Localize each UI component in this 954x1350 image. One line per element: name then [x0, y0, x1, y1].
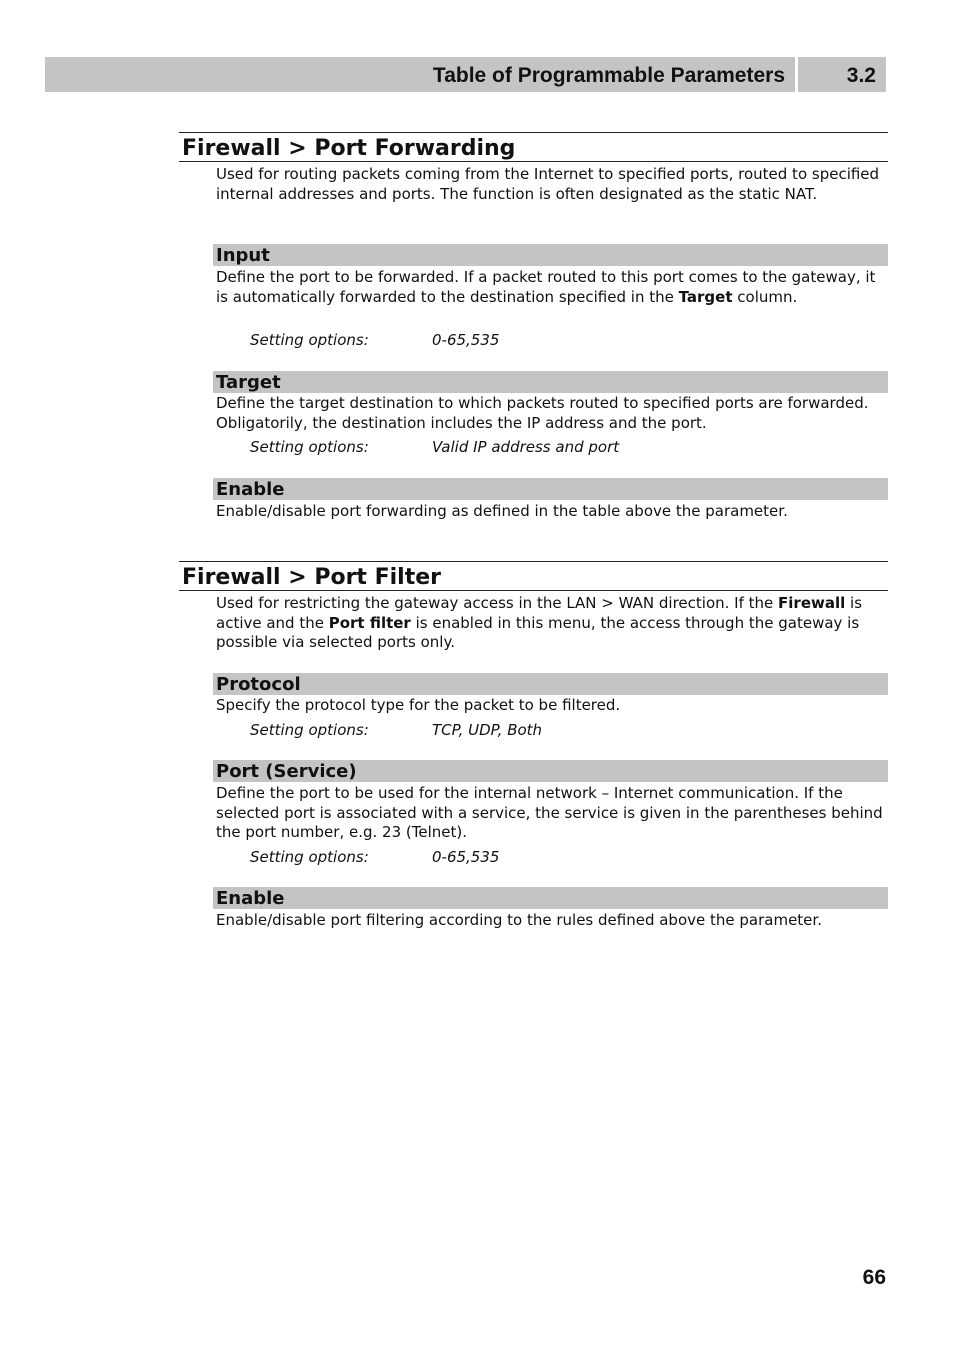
param-heading-port-service: Port (Service)	[213, 760, 888, 782]
param-heading-target: Target	[213, 371, 888, 393]
section-title-port-forwarding: Firewall > Port Forwarding	[179, 132, 888, 162]
setting-options-value: 0-65,535	[432, 848, 500, 866]
page-header-bar	[45, 57, 886, 92]
header-divider	[795, 57, 798, 92]
param-desc-enable-filter: Enable/disable port filtering according to the rules defined above the parameter.	[216, 911, 822, 929]
param-desc-port-service: Define the port to be used for the internal network – Internet communication. If the selected port is associated with a service, the service is given in the parentheses behind the port number, e.g. 23 (Telnet).	[216, 784, 883, 841]
intro-bold-firewall: Firewall	[778, 594, 846, 612]
header-section-number: 3.2	[846, 64, 876, 87]
port-forwarding-intro: Used for routing packets coming from the Internet to specified ports, routed to specified internal addresses and ports. The function is often designated as the static NAT.	[216, 165, 880, 203]
desc-text: Define the port to be forwarded. If a packet routed to this port comes to the gateway, it is automatically forwarded to the destination specified in the	[216, 268, 876, 306]
intro-text: is enabled in this menu, the access through the gateway is possible via selected ports only.	[216, 613, 860, 651]
desc-text: column.	[732, 287, 798, 306]
header-title: Table of Programmable Parameters	[432, 64, 785, 87]
param-desc-enable-forwarding: Enable/disable port forwarding as defined in the table above the parameter.	[216, 502, 788, 520]
intro-text: is active and the	[216, 594, 863, 632]
setting-options-value: 0-65,535	[432, 331, 500, 349]
param-heading-enable-forwarding: Enable	[213, 478, 888, 500]
port-filter-intro	[216, 594, 884, 653]
setting-options-label: Setting options:	[250, 438, 369, 456]
param-desc-target: Define the target destination to which packets routed to specified ports are forwarded. Obligatorily, the destination includes the IP address and the port.	[216, 394, 869, 432]
page-number: 66	[862, 1266, 886, 1289]
param-desc-protocol: Specify the protocol type for the packet to be filtered.	[216, 696, 621, 714]
intro-text: Used for restricting the gateway access in the LAN > WAN direction. If the	[216, 594, 779, 612]
param-heading-protocol: Protocol	[213, 673, 888, 695]
param-heading-enable-filter: Enable	[213, 887, 888, 909]
section-title-port-filter: Firewall > Port Filter	[179, 561, 888, 591]
setting-options-label: Setting options:	[250, 721, 369, 739]
intro-bold-port-filter: Port filter	[328, 613, 411, 632]
setting-options-label: Setting options:	[250, 331, 369, 349]
desc-bold-target: Target	[678, 287, 733, 306]
setting-options-value: TCP, UDP, Both	[432, 721, 543, 739]
setting-options-label: Setting options:	[250, 848, 369, 866]
param-desc-input	[216, 268, 884, 307]
param-heading-input: Input	[213, 244, 888, 266]
setting-options-value: Valid IP address and port	[432, 438, 620, 456]
